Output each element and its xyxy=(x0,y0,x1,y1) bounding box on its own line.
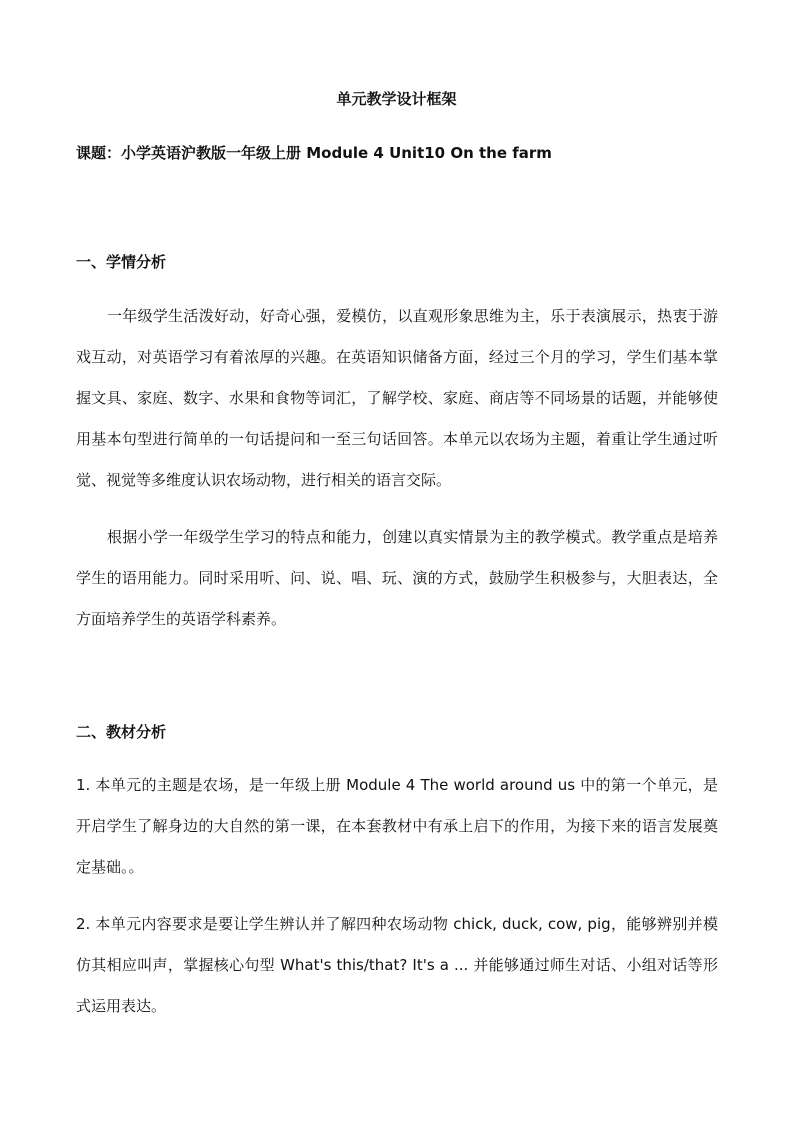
learner-analysis-paragraph-2: 根据小学一年级学生学习的特点和能力，创建以真实情景为主的教学模式。教学重点是培养学生的语用能力。同时采用听、问、说、唱、玩、演的方式，鼓励学生积极参与，大胆表达，全方面培养学生的英语学科素养。 xyxy=(76,528,718,628)
section-heading-learner-analysis: 一、学情分析 xyxy=(76,253,167,271)
textbook-analysis-item-1: 1. 本单元的主题是农场，是一年级上册 Module 4 The world around us 中的第一个单元，是开启学生了解身边的大自然的第一课，在本套教材中有承上启下的作用，为接下来的语言发展奠定基础。。 xyxy=(76,776,718,876)
section-heading-textbook-analysis: 二、教材分析 xyxy=(76,723,167,741)
learner-analysis-paragraph-1: 一年级学生活泼好动，好奇心强，爱模仿，以直观形象思维为主，乐于表演展示，热衷于游戏互动，对英语学习有着浓厚的兴趣。在英语知识储备方面，经过三个月的学习，学生们基本掌握文具、家庭、数字、水果和食物等词汇，了解学校、家庭、商店等不同场景的话题，并能够使用基本句型进行简单的一句话提问和一至三句话回答。本单元以农场为主题，着重让学生通过听觉、视觉等多维度认识农场动物，进行相关的语言交际。 xyxy=(76,307,718,489)
textbook-analysis-item-2: 2. 本单元内容要求是要让学生辨认并了解四种农场动物 chick, duck, cow, pig，能够辨别并模仿其相应叫声，掌握核心句型 What's this/that? It's a ... 并能够通过师生对话、小组对话等形式运用表达。 xyxy=(76,915,718,1015)
document-title: 单元教学设计框架 xyxy=(336,90,457,108)
lesson-subject: 课题：小学英语沪教版一年级上册 Module 4 Unit10 On the farm xyxy=(76,144,552,162)
